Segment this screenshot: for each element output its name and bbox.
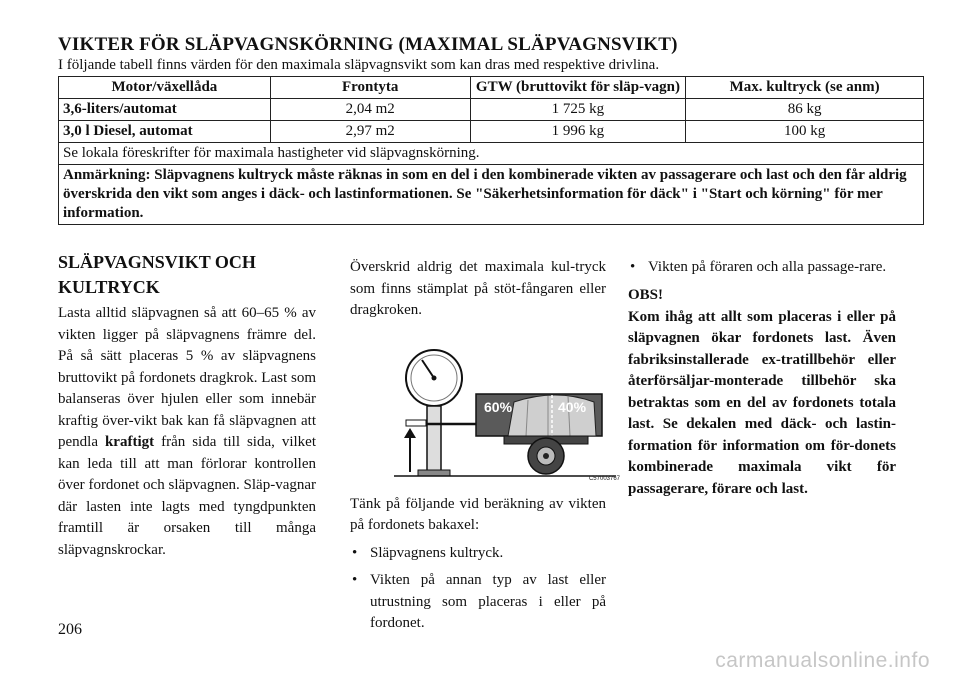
list-item: • Vikten på föraren och alla passage-rare. [628, 257, 896, 279]
trailer-scale-drawing [388, 344, 620, 484]
rear-percent-label: 40% [558, 398, 587, 415]
note-label: OBS! [628, 286, 664, 303]
scale-column [427, 406, 441, 472]
page-title: VIKTER FÖR SLÄPVAGNSKÖRNING (MAXIMAL SLÄPVAGNSVIKT) [58, 34, 678, 55]
note-text: Kom ihåg att allt som placeras i eller på släpvagnen ökar fordonets last. Även fabriksinstallerade ex-tratillbehör eller återförsäljar-monterade tillbehör ska betraktas som en del av fordonets totala last. Se dekalen med däck- och lastin-formation för information om för-donets kombinerade maximala vikt för passagerare, förare och last. [628, 308, 896, 497]
para-text-end: från sida till sida, vilket kan leda till att man förlorar kontrollen över fordonet och släpvagnen. Släp-vagnar där lasten inte lagts med tyngdpunkten framtill är orsaken till många släpvagnskrockar. [58, 434, 316, 558]
column-right [628, 257, 896, 500]
header-frontal-area: Frontyta [270, 77, 470, 99]
balance-paragraph [58, 303, 316, 561]
tongue-limit-paragraph: Överskrid aldrig det maximala kul-tryck som finns stämplat på stöt-fångaren eller dragkroken. [350, 259, 606, 318]
watermark: carmanualsonline.info [715, 649, 930, 672]
table-remark-row [59, 165, 924, 225]
intro-text: I följande tabell finns värden för den maximala släpvagnsvikt som kan dras med respektive drivlina. [58, 57, 660, 73]
speed-note: Se lokala föreskrifter för maximala hastigheter vid släpvagnskörning. [59, 143, 924, 165]
table-note-row [59, 143, 924, 165]
cell-frontal-area: 2,04 m2 [270, 99, 470, 121]
cell-frontal-area: 2,97 m2 [270, 121, 470, 143]
para-bold-word: kraftigt [104, 434, 155, 450]
cell-engine: 3,0 l Diesel, automat [59, 121, 271, 143]
rear-axle-paragraph: Tänk på följande vid beräkning av vikten på fordonets bakaxel: [350, 495, 606, 533]
section-heading: SLÄPVAGNSVIKT OCH KULTRYCK [58, 252, 256, 297]
cell-gtw: 1 996 kg [470, 121, 686, 143]
column-middle [350, 257, 620, 641]
header-tongue-weight: Max. kultryck (se anm) [686, 77, 924, 99]
cell-gtw: 1 725 kg [470, 99, 686, 121]
header-engine: Motor/växellåda [59, 77, 271, 99]
remark-text: Anmärkning: Släpvagnens kultryck måste räknas in som en del i den kombinerade vikten av passagerare och last och den får aldrig överskrida den vikt som anges i däck- och lastinformationen. Se "Säkerhetsinformation för däck" i "Start och körning" för mer information. [59, 165, 924, 225]
para-text-start: Lasta alltid släpvagnen så att 60–65 % av vikten ligger på släpvagnens främre del. På så sätt placeras 5 % av släpvagnens bruttovikt på fordonets dragkrok. Last som balanseras över hjulen eller som innebär kraftig över-vikt bak kan få släpvagnen att pendla [58, 305, 316, 450]
table-row [59, 121, 924, 143]
header-gtw: GTW (bruttovikt för släp-vagn) [470, 77, 686, 99]
trailer-weight-illustration [388, 344, 620, 484]
force-arrow-icon [404, 428, 416, 438]
cell-engine: 3,6-liters/automat [59, 99, 271, 121]
cell-tongue-weight: 86 kg [686, 99, 924, 121]
page-number: 206 [58, 621, 82, 638]
list-item: • Vikten på annan typ av last eller utrustning som placeras i eller på fordonet. [350, 570, 606, 635]
table-header-row [59, 77, 924, 99]
front-percent-label: 60% [484, 398, 513, 415]
column-left [58, 250, 316, 561]
figure-code: C57003767 [588, 475, 620, 482]
towing-weights-table [58, 76, 924, 225]
cell-tongue-weight: 100 kg [686, 121, 924, 143]
list-item: • Släpvagnens kultryck. [350, 543, 606, 565]
rear-axle-list [350, 543, 606, 635]
table-row [59, 99, 924, 121]
driver-weight-list [628, 257, 896, 279]
